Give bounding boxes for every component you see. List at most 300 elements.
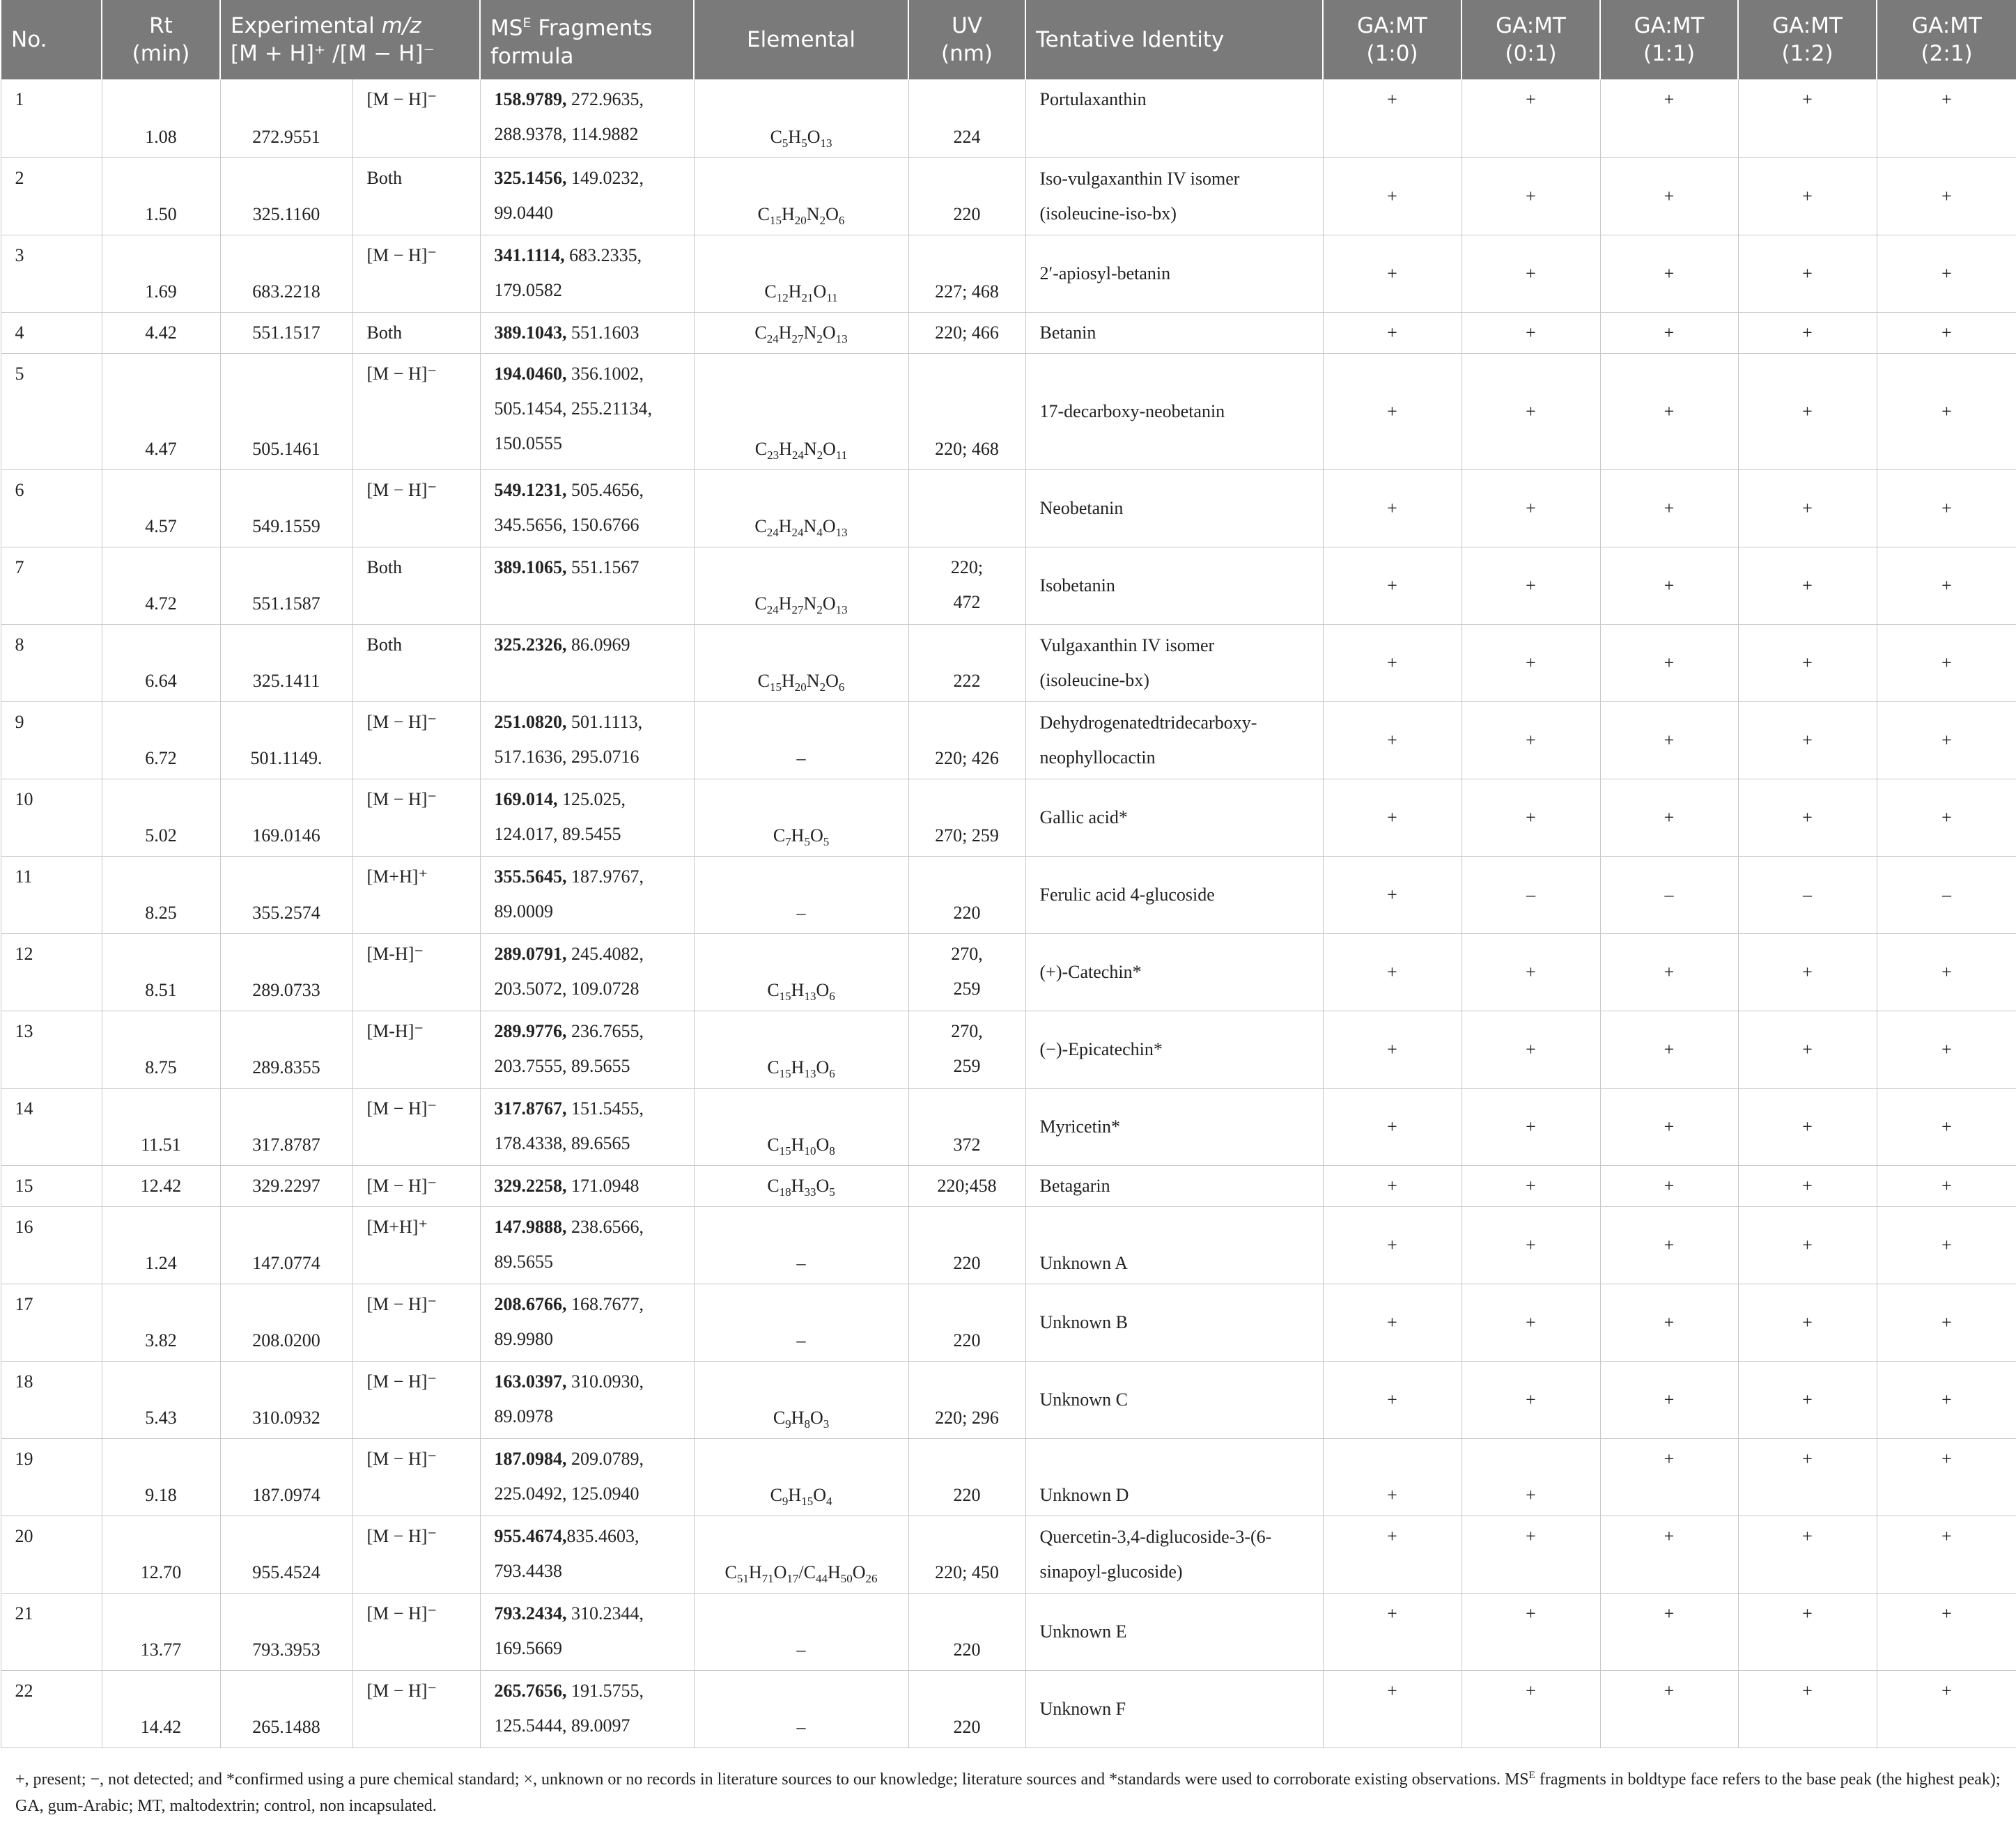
cell-ion-mode: [M − H]⁻ (352, 1088, 480, 1165)
cell-tentative-identity: Unknown B (1025, 1284, 1323, 1361)
cell-elemental-formula: $C_{15}H_{20}N_2O_6$ (694, 624, 908, 701)
cell-rt: 6.72 (102, 701, 220, 779)
table-row (1, 856, 2016, 933)
cell-ms-fragments: 317.8767, 151.5455, 178.4338, 89.6565 (480, 1088, 694, 1165)
cell-ion-mode: [M+H]⁺ (352, 856, 480, 933)
cell-tentative-identity: Unknown C (1025, 1361, 1323, 1438)
cell-no: 7 (1, 547, 102, 624)
cell-ms-fragments: 187.0984, 209.0789, 225.0492, 125.0940 (480, 1438, 694, 1516)
cell-ga-mt-0-1: + (1461, 1088, 1600, 1165)
cell-ms-fragments: 793.2434, 310.2344, 169.5669 (480, 1593, 694, 1670)
cell-mz: 683.2218 (220, 235, 352, 312)
cell-ga-mt-0-1: + (1461, 469, 1600, 547)
cell-ga-mt-0-1: + (1461, 79, 1600, 157)
cell-ion-mode: Both (352, 157, 480, 235)
cell-rt: 1.08 (102, 79, 220, 157)
table-row (1, 469, 2016, 547)
cell-no: 12 (1, 933, 102, 1011)
cell-ga-mt-1-0: + (1323, 157, 1461, 235)
cell-ga-mt-1-2: + (1738, 469, 1877, 547)
cell-ga-mt-1-2: + (1738, 1284, 1877, 1361)
cell-ga-mt-2-1: + (1877, 1206, 2016, 1284)
cell-mz: 187.0974 (220, 1438, 352, 1516)
cell-no: 17 (1, 1284, 102, 1361)
cell-elemental-formula: $C_{15}H_{20}N_2O_6$ (694, 157, 908, 235)
cell-ga-mt-1-2: + (1738, 1011, 1877, 1088)
cell-tentative-identity: Betanin (1025, 312, 1323, 353)
cell-rt: 1.24 (102, 1206, 220, 1284)
table-row (1, 1165, 2016, 1206)
cell-ga-mt-0-1: + (1461, 933, 1600, 1011)
cell-tentative-identity: Neobetanin (1025, 469, 1323, 547)
cell-elemental-formula: $C_{24}H_{27}N_2O_{13}$ (694, 312, 908, 353)
cell-no: 20 (1, 1516, 102, 1593)
header-ga-mt-2-1: GA:MT (2:1) (1877, 0, 2016, 79)
cell-ga-mt-1-1: + (1600, 779, 1738, 856)
cell-ga-mt-1-0: + (1323, 1361, 1461, 1438)
cell-ga-mt-2-1: + (1877, 1011, 2016, 1088)
cell-rt: 5.02 (102, 779, 220, 856)
cell-ga-mt-1-2: – (1738, 856, 1877, 933)
cell-elemental-formula: $C_7H_5O_5$ (694, 779, 908, 856)
cell-mz: 793.3953 (220, 1593, 352, 1670)
cell-ga-mt-1-1: + (1600, 1206, 1738, 1284)
cell-ga-mt-1-0: + (1323, 312, 1461, 353)
header-ga-mt-1-2: GA:MT (1:2) (1738, 0, 1877, 79)
cell-ion-mode: [M − H]⁻ (352, 701, 480, 779)
cell-ga-mt-1-1: + (1600, 1361, 1738, 1438)
cell-ga-mt-0-1: + (1461, 1165, 1600, 1206)
header-rt: Rt (min) (102, 0, 220, 79)
cell-uv: 270, 259 (908, 1011, 1025, 1088)
cell-no: 19 (1, 1438, 102, 1516)
cell-ga-mt-1-2: + (1738, 1165, 1877, 1206)
cell-elemental-formula: $C_{51}H_{71}O_{17}/C_{44}H_{50}O_{26}$ (694, 1516, 908, 1593)
cell-ga-mt-2-1: + (1877, 1593, 2016, 1670)
cell-ion-mode: [M − H]⁻ (352, 1670, 480, 1747)
cell-mz: 325.1160 (220, 157, 352, 235)
cell-ms-fragments: 341.1114, 683.2335, 179.0582 (480, 235, 694, 312)
cell-uv: 220 (908, 1206, 1025, 1284)
table-row (1, 1206, 2016, 1284)
cell-rt: 12.70 (102, 1516, 220, 1593)
cell-mz: 325.1411 (220, 624, 352, 701)
cell-mz: 549.1559 (220, 469, 352, 547)
table-row (1, 353, 2016, 469)
cell-ga-mt-1-0: + (1323, 353, 1461, 469)
cell-ga-mt-1-2: + (1738, 1670, 1877, 1747)
cell-ms-fragments: 355.5645, 187.9767, 89.0009 (480, 856, 694, 933)
cell-ga-mt-1-2: + (1738, 701, 1877, 779)
table-row (1, 779, 2016, 856)
cell-ion-mode: [M − H]⁻ (352, 353, 480, 469)
cell-uv: 220 (908, 856, 1025, 933)
cell-uv: 270, 259 (908, 933, 1025, 1011)
header-no: No. (1, 0, 102, 79)
cell-ga-mt-1-1: + (1600, 1011, 1738, 1088)
cell-rt: 5.43 (102, 1361, 220, 1438)
cell-ion-mode: Both (352, 624, 480, 701)
cell-elemental-formula: – (694, 1284, 908, 1361)
cell-tentative-identity: (−)-Epicatechin* (1025, 1011, 1323, 1088)
cell-ga-mt-1-1: + (1600, 469, 1738, 547)
cell-ga-mt-1-1: + (1600, 1670, 1738, 1747)
cell-mz: 551.1517 (220, 312, 352, 353)
table-row (1, 1361, 2016, 1438)
cell-ga-mt-1-0: + (1323, 235, 1461, 312)
cell-rt: 4.42 (102, 312, 220, 353)
cell-mz: 355.2574 (220, 856, 352, 933)
cell-ga-mt-0-1: + (1461, 1516, 1600, 1593)
cell-ga-mt-1-1: + (1600, 624, 1738, 701)
table-row (1, 1284, 2016, 1361)
cell-no: 14 (1, 1088, 102, 1165)
cell-ga-mt-2-1: + (1877, 1670, 2016, 1747)
cell-mz: 501.1149. (220, 701, 352, 779)
table-row (1, 1088, 2016, 1165)
cell-tentative-identity: 2′-apiosyl-betanin (1025, 235, 1323, 312)
cell-rt: 8.75 (102, 1011, 220, 1088)
cell-tentative-identity: Unknown E (1025, 1593, 1323, 1670)
cell-ga-mt-2-1: + (1877, 235, 2016, 312)
cell-ga-mt-1-0: + (1323, 624, 1461, 701)
cell-rt: 9.18 (102, 1438, 220, 1516)
cell-ms-fragments: 289.9776, 236.7655, 203.7555, 89.5655 (480, 1011, 694, 1088)
cell-ion-mode: [M − H]⁻ (352, 1593, 480, 1670)
cell-no: 5 (1, 353, 102, 469)
cell-ga-mt-1-2: + (1738, 1088, 1877, 1165)
cell-ga-mt-1-2: + (1738, 312, 1877, 353)
cell-ga-mt-1-2: + (1738, 933, 1877, 1011)
cell-uv: 222 (908, 624, 1025, 701)
cell-ga-mt-1-1: + (1600, 1516, 1738, 1593)
cell-ms-fragments: 289.0791, 245.4082, 203.5072, 109.0728 (480, 933, 694, 1011)
cell-ga-mt-1-1: + (1600, 933, 1738, 1011)
cell-ms-fragments: 955.4674,835.4603, 793.4438 (480, 1516, 694, 1593)
cell-ga-mt-0-1: + (1461, 1361, 1600, 1438)
cell-ms-fragments: 325.1456, 149.0232, 99.0440 (480, 157, 694, 235)
cell-ms-fragments: 549.1231, 505.4656, 345.5656, 150.6766 (480, 469, 694, 547)
cell-no: 18 (1, 1361, 102, 1438)
cell-tentative-identity: Unknown F (1025, 1670, 1323, 1747)
cell-ion-mode: [M − H]⁻ (352, 79, 480, 157)
cell-ion-mode: [M − H]⁻ (352, 1361, 480, 1438)
cell-uv: 270; 259 (908, 779, 1025, 856)
cell-ion-mode: [M-H]⁻ (352, 1011, 480, 1088)
cell-ga-mt-1-2: + (1738, 1438, 1877, 1516)
cell-ga-mt-1-2: + (1738, 624, 1877, 701)
cell-ga-mt-1-0: + (1323, 701, 1461, 779)
cell-tentative-identity: Vulgaxanthin IV isomer (isoleucine-bx) (1025, 624, 1323, 701)
cell-elemental-formula: $C_{15}H_{10}O_8$ (694, 1088, 908, 1165)
cell-ion-mode: [M − H]⁻ (352, 1516, 480, 1593)
cell-no: 11 (1, 856, 102, 933)
cell-elemental-formula: – (694, 1206, 908, 1284)
cell-elemental-formula: $C_9H_8O_3$ (694, 1361, 908, 1438)
header-row (1, 0, 2016, 79)
cell-ga-mt-0-1: – (1461, 856, 1600, 933)
cell-uv: 220 (908, 1438, 1025, 1516)
cell-rt: 4.57 (102, 469, 220, 547)
cell-no: 21 (1, 1593, 102, 1670)
cell-ga-mt-1-2: + (1738, 779, 1877, 856)
cell-ga-mt-1-0: + (1323, 1670, 1461, 1747)
cell-no: 3 (1, 235, 102, 312)
cell-no: 4 (1, 312, 102, 353)
cell-rt: 12.42 (102, 1165, 220, 1206)
cell-ion-mode: [M+H]⁺ (352, 1206, 480, 1284)
cell-ms-fragments: 329.2258, 171.0948 (480, 1165, 694, 1206)
cell-ga-mt-2-1: + (1877, 1088, 2016, 1165)
table-row (1, 1516, 2016, 1593)
header-elemental: Elemental (694, 0, 908, 79)
cell-ga-mt-1-2: + (1738, 1593, 1877, 1670)
table-row (1, 933, 2016, 1011)
cell-ga-mt-1-0: + (1323, 1284, 1461, 1361)
cell-uv (908, 469, 1025, 547)
cell-ga-mt-2-1: + (1877, 79, 2016, 157)
cell-tentative-identity: Ferulic acid 4-glucoside (1025, 856, 1323, 933)
cell-uv: 220;458 (908, 1165, 1025, 1206)
cell-rt: 4.72 (102, 547, 220, 624)
cell-ms-fragments: 208.6766, 168.7677, 89.9980 (480, 1284, 694, 1361)
cell-ga-mt-1-1: + (1600, 157, 1738, 235)
cell-ga-mt-1-0: + (1323, 547, 1461, 624)
cell-rt: 13.77 (102, 1593, 220, 1670)
cell-uv: 220; 468 (908, 353, 1025, 469)
cell-ion-mode: [M − H]⁻ (352, 1284, 480, 1361)
cell-no: 1 (1, 79, 102, 157)
cell-ms-fragments: 194.0460, 356.1002, 505.1454, 255.21134, 150.0555 (480, 353, 694, 469)
header-uv: UV (nm) (908, 0, 1025, 79)
cell-ga-mt-0-1: + (1461, 779, 1600, 856)
table-row (1, 1438, 2016, 1516)
cell-ms-fragments: 251.0820, 501.1113, 517.1636, 295.0716 (480, 701, 694, 779)
cell-rt: 1.50 (102, 157, 220, 235)
cell-elemental-formula: – (694, 1593, 908, 1670)
cell-ga-mt-0-1: + (1461, 624, 1600, 701)
cell-ion-mode: [M − H]⁻ (352, 1165, 480, 1206)
cell-uv: 224 (908, 79, 1025, 157)
cell-no: 2 (1, 157, 102, 235)
cell-ga-mt-1-1: + (1600, 353, 1738, 469)
cell-ms-fragments: 147.9888, 238.6566, 89.5655 (480, 1206, 694, 1284)
cell-no: 16 (1, 1206, 102, 1284)
cell-tentative-identity: Iso-vulgaxanthin IV isomer (isoleucine-iso-bx) (1025, 157, 1323, 235)
cell-mz: 551.1587 (220, 547, 352, 624)
cell-ga-mt-0-1: + (1461, 1284, 1600, 1361)
cell-ga-mt-1-2: + (1738, 1516, 1877, 1593)
header-tentative-identity: Tentative Identity (1025, 0, 1323, 79)
header-ga-mt-1-1: GA:MT (1:1) (1600, 0, 1738, 79)
table-row (1, 1670, 2016, 1747)
cell-ion-mode: [M − H]⁻ (352, 1438, 480, 1516)
cell-ga-mt-2-1: + (1877, 353, 2016, 469)
cell-ga-mt-0-1: + (1461, 157, 1600, 235)
cell-mz: 208.0200 (220, 1284, 352, 1361)
cell-tentative-identity: Portulaxanthin (1025, 79, 1323, 157)
cell-ga-mt-1-0: + (1323, 1011, 1461, 1088)
cell-elemental-formula: $C_{24}H_{27}N_2O_{13}$ (694, 547, 908, 624)
cell-ga-mt-1-1: + (1600, 1165, 1738, 1206)
cell-ga-mt-1-0: + (1323, 856, 1461, 933)
cell-tentative-identity: Myricetin* (1025, 1088, 1323, 1165)
cell-ga-mt-1-2: + (1738, 353, 1877, 469)
cell-uv: 220 (908, 1284, 1025, 1361)
cell-ga-mt-2-1: + (1877, 1284, 2016, 1361)
cell-mz: 329.2297 (220, 1165, 352, 1206)
cell-rt: 3.82 (102, 1284, 220, 1361)
cell-ga-mt-0-1: + (1461, 1670, 1600, 1747)
cell-mz: 289.8355 (220, 1011, 352, 1088)
cell-uv: 220; 296 (908, 1361, 1025, 1438)
cell-no: 13 (1, 1011, 102, 1088)
table-row (1, 701, 2016, 779)
cell-ga-mt-1-0: + (1323, 1088, 1461, 1165)
cell-ga-mt-1-1: + (1600, 79, 1738, 157)
cell-elemental-formula: $C_{15}H_{13}O_6$ (694, 933, 908, 1011)
cell-ga-mt-2-1: + (1877, 1438, 2016, 1516)
cell-rt: 14.42 (102, 1670, 220, 1747)
cell-ga-mt-0-1: + (1461, 701, 1600, 779)
cell-rt: 8.51 (102, 933, 220, 1011)
cell-ga-mt-1-0: + (1323, 1165, 1461, 1206)
cell-tentative-identity: Betagarin (1025, 1165, 1323, 1206)
cell-ms-fragments: 389.1065, 551.1567 (480, 547, 694, 624)
cell-ga-mt-1-1: – (1600, 856, 1738, 933)
table-row (1, 312, 2016, 353)
table-body (1, 79, 2016, 1747)
cell-elemental-formula: – (694, 701, 908, 779)
cell-elemental-formula: $C_9H_{15}O_4$ (694, 1438, 908, 1516)
cell-elemental-formula: – (694, 856, 908, 933)
cell-mz: 310.0932 (220, 1361, 352, 1438)
table-row (1, 1011, 2016, 1088)
table-row (1, 1593, 2016, 1670)
cell-ga-mt-2-1: + (1877, 624, 2016, 701)
table-row (1, 624, 2016, 701)
cell-elemental-formula: $C_{18}H_{33}O_5$ (694, 1165, 908, 1206)
cell-mz: 169.0146 (220, 779, 352, 856)
cell-rt: 4.47 (102, 353, 220, 469)
cell-uv: 372 (908, 1088, 1025, 1165)
cell-ga-mt-1-2: + (1738, 235, 1877, 312)
cell-elemental-formula: $C_{12}H_{21}O_{11}$ (694, 235, 908, 312)
cell-no: 9 (1, 701, 102, 779)
cell-ga-mt-0-1: + (1461, 1593, 1600, 1670)
cell-ga-mt-1-0: + (1323, 1206, 1461, 1284)
table-row (1, 157, 2016, 235)
cell-uv: 220 (908, 157, 1025, 235)
cell-ga-mt-1-1: + (1600, 1438, 1738, 1516)
cell-no: 22 (1, 1670, 102, 1747)
cell-ga-mt-1-2: + (1738, 1361, 1877, 1438)
cell-ion-mode: Both (352, 547, 480, 624)
cell-ga-mt-1-2: + (1738, 157, 1877, 235)
cell-uv: 220; 426 (908, 701, 1025, 779)
cell-ga-mt-1-1: + (1600, 1593, 1738, 1670)
cell-ga-mt-0-1: + (1461, 235, 1600, 312)
cell-elemental-formula: – (694, 1670, 908, 1747)
cell-ga-mt-2-1: + (1877, 469, 2016, 547)
cell-ga-mt-2-1: – (1877, 856, 2016, 933)
cell-mz: 317.8787 (220, 1088, 352, 1165)
cell-ga-mt-2-1: + (1877, 312, 2016, 353)
cell-tentative-identity: Dehydrogenatedtridecarboxy- neophyllocactin (1025, 701, 1323, 779)
cell-ga-mt-1-0: + (1323, 469, 1461, 547)
cell-ga-mt-1-0: + (1323, 1438, 1461, 1516)
cell-elemental-formula: $C_{24}H_{24}N_4O_{13}$ (694, 469, 908, 547)
cell-ga-mt-1-1: + (1600, 547, 1738, 624)
cell-ga-mt-1-1: + (1600, 1284, 1738, 1361)
cell-ga-mt-0-1: + (1461, 1206, 1600, 1284)
cell-tentative-identity: Isobetanin (1025, 547, 1323, 624)
cell-ga-mt-1-0: + (1323, 1516, 1461, 1593)
cell-ga-mt-1-1: + (1600, 1088, 1738, 1165)
cell-no: 8 (1, 624, 102, 701)
cell-ga-mt-1-0: + (1323, 79, 1461, 157)
cell-uv: 220; 472 (908, 547, 1025, 624)
cell-ms-fragments: 265.7656, 191.5755, 125.5444, 89.0097 (480, 1670, 694, 1747)
cell-ms-fragments: 325.2326, 86.0969 (480, 624, 694, 701)
table-row (1, 79, 2016, 157)
cell-mz: 265.1488 (220, 1670, 352, 1747)
cell-ga-mt-1-2: + (1738, 79, 1877, 157)
cell-ga-mt-1-2: + (1738, 547, 1877, 624)
cell-mz: 955.4524 (220, 1516, 352, 1593)
cell-ga-mt-1-0: + (1323, 779, 1461, 856)
cell-no: 6 (1, 469, 102, 547)
header-experimental: Experimental m/z [M + H]⁺ /[M − H]⁻ (220, 0, 480, 79)
cell-tentative-identity: Unknown D (1025, 1438, 1323, 1516)
cell-tentative-identity: Gallic acid* (1025, 779, 1323, 856)
cell-rt: 8.25 (102, 856, 220, 933)
cell-ion-mode: [M-H]⁻ (352, 933, 480, 1011)
cell-ga-mt-1-0: + (1323, 1593, 1461, 1670)
cell-ga-mt-0-1: + (1461, 1438, 1600, 1516)
cell-no: 10 (1, 779, 102, 856)
cell-rt: 11.51 (102, 1088, 220, 1165)
cell-ga-mt-2-1: + (1877, 779, 2016, 856)
cell-elemental-formula: $C_5H_5O_{13}$ (694, 79, 908, 157)
table-row (1, 547, 2016, 624)
cell-ga-mt-0-1: + (1461, 1011, 1600, 1088)
cell-no: 15 (1, 1165, 102, 1206)
cell-uv: 220; 466 (908, 312, 1025, 353)
cell-elemental-formula: $C_{23}H_{24}N_2O_{11}$ (694, 353, 908, 469)
cell-mz: 505.1461 (220, 353, 352, 469)
cell-ga-mt-1-2: + (1738, 1206, 1877, 1284)
cell-uv: 220; 450 (908, 1516, 1025, 1593)
cell-ga-mt-2-1: + (1877, 1361, 2016, 1438)
cell-uv: 220 (908, 1670, 1025, 1747)
cell-ion-mode: Both (352, 312, 480, 353)
header-ga-mt-1-0: GA:MT (1:0) (1323, 0, 1461, 79)
cell-tentative-identity: 17-decarboxy-neobetanin (1025, 353, 1323, 469)
cell-ion-mode: [M − H]⁻ (352, 779, 480, 856)
cell-mz: 272.9551 (220, 79, 352, 157)
cell-ga-mt-1-1: + (1600, 235, 1738, 312)
cell-ms-fragments: 163.0397, 310.0930, 89.0978 (480, 1361, 694, 1438)
cell-uv: 220 (908, 1593, 1025, 1670)
cell-ms-fragments: 389.1043, 551.1603 (480, 312, 694, 353)
table-footnote: +, present; −, not detected; and *confirmed using a pure chemical standard; ×, unknown or no records in literature sources to our knowledge; literature sources and *standards were used to corroborate existing observations. $MS^E$ fragments in boldtype face refers to the base peak (the highest peak); GA, gum-Arabic; MT, maltodextrin; control, non incapsulated. (15, 1770, 2005, 1815)
cell-ms-fragments: 169.014, 125.025, 124.017, 89.5455 (480, 779, 694, 856)
cell-tentative-identity: Quercetin-3,4-diglucoside-3-(6- sinapoyl-glucoside) (1025, 1516, 1323, 1593)
cell-mz: 147.0774 (220, 1206, 352, 1284)
cell-mz: 289.0733 (220, 933, 352, 1011)
cell-ms-fragments: 158.9789, 272.9635, 288.9378, 114.9882 (480, 79, 694, 157)
